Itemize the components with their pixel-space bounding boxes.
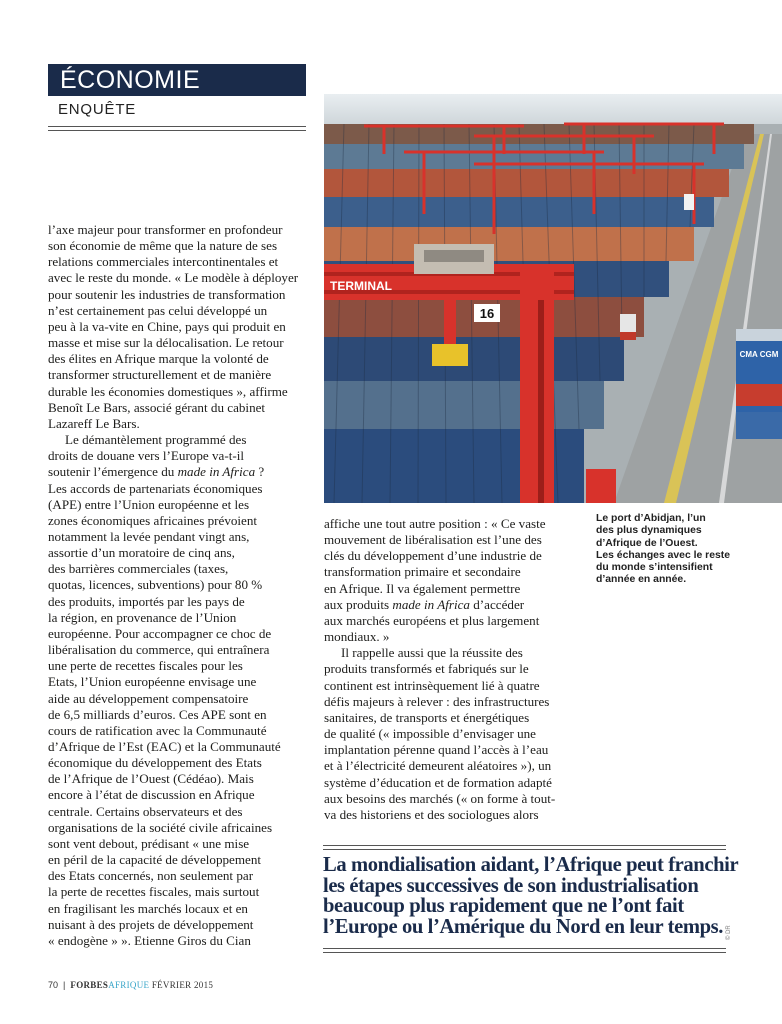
pullquote-line: l’Europe ou l’Amérique du Nord en leur temps. (323, 915, 723, 938)
container-text: CMA CGM (739, 350, 779, 359)
issue-date: FÉVRIER 2015 (151, 980, 214, 990)
text-line: Etats, l’Union européenne envisage une (48, 674, 257, 690)
text-line: quotas, licences, subventions) pour 80 % (48, 577, 263, 593)
text-line: implantation pérenne quand l’accès à l’eau (324, 742, 549, 758)
text-line: la perte de recettes fiscales, mais surtout (48, 884, 260, 900)
pullquote-rule (323, 948, 726, 949)
text-line: économique du développement des Etats (48, 755, 262, 771)
text-line: et à l’électricité demeurent aléatoires »), un (324, 758, 552, 774)
page-number: 70 (48, 980, 59, 990)
photo-credit: © DR (726, 925, 732, 940)
text-line: de 6,5 milliards d’euros. Ces APE sont en (48, 706, 267, 722)
paragraph (324, 516, 576, 645)
text-line: mouvement de libéralisation est l’une des (324, 532, 542, 548)
caption-line: d’Afrique de l’Ouest. (596, 537, 698, 549)
text-line: de qualité (« impossible d’envisager une (324, 726, 536, 742)
article-column-1 (48, 222, 306, 949)
text-line: avec le reste du monde. « Le modèle à déployer (48, 270, 299, 286)
text-line: produits transformés et fabriqués sur le (324, 661, 529, 677)
text-line: durable les économies domestiques », affirme (48, 383, 288, 399)
footer-separator: | (63, 980, 66, 990)
text-line: clés du développement d’une industrie de (324, 548, 542, 564)
text-line: organisations de la société civile africaines (48, 819, 273, 835)
pullquote-rule (323, 952, 726, 953)
text-line: aux besoins des marchés (« on forme à tout- (324, 790, 556, 806)
text-line: des Etats concernés, non seulement par (48, 868, 254, 884)
text-line: cours de ratification avec la Communauté (48, 722, 267, 738)
pullquote-line: les étapes successives de son industrialisation (323, 874, 699, 897)
text-line: son économie de même que la nature de ses (48, 238, 278, 254)
article-column-2 (324, 516, 576, 823)
text-line: aux marchés européens et plus largement (324, 612, 540, 628)
text-line: en fragilisant les marchés locaux et en (48, 900, 248, 916)
text-line: zones économiques africaines prévoient (48, 512, 258, 528)
text-line: centrale. Certains observateurs et des (48, 803, 243, 819)
text-line: Le démantèlement programmé des (65, 432, 247, 448)
text-line: Benoît Le Bars, associé gérant du cabinet (48, 399, 266, 415)
text-line: aide au développement compensatoire (48, 690, 249, 706)
text-line: une perte de recettes fiscales pour les (48, 658, 243, 674)
text-line: n’est certainement pas celui développé un (48, 302, 268, 318)
text-line: des barrières commerciales (taxes, (48, 561, 229, 577)
text-line: libéralisation du commerce, qui entraînera (48, 642, 270, 658)
text-line: l’axe majeur pour transformer en profondeur (48, 222, 283, 237)
caption-line: Les échanges avec le reste (596, 549, 731, 561)
text-line: la région, en provenance de l’Union (48, 609, 237, 625)
text-line: pour soutenir les industries de transformation (48, 286, 286, 302)
text-line: mondiaux. » (324, 629, 390, 645)
caption-line: du monde s’intensifient (596, 562, 713, 574)
text-line: des produits, importés par les pays de (48, 593, 245, 609)
text-line: sanitaires, de transports et énergétiques (324, 709, 530, 725)
text-line: masse et mise sur la délocalisation. Le retour (48, 335, 284, 351)
text-line: des élites en Afrique marque la volonté de (48, 351, 269, 367)
paragraph (48, 222, 306, 432)
text-line: notamment la levée pendant vingt ans, (48, 528, 250, 544)
paragraph (48, 432, 306, 949)
magazine-edition: AFRIQUE (108, 980, 150, 990)
text-line: transformer structurellement et de manière (48, 367, 272, 383)
text-line: Lazareff Le Bars. (48, 415, 140, 431)
pullquote-line: La mondialisation aidant, l’Afrique peut franchir (323, 854, 739, 876)
text-line: en Afrique. Il va également permettre (324, 580, 521, 596)
crane-number: 16 (479, 306, 495, 321)
text-line: européenne. Pour accompagner ce choc de (48, 625, 272, 641)
header-rule (48, 130, 306, 131)
section-title: ÉCONOMIE (60, 66, 201, 94)
text-line: (APE) entre l’Union européenne et les (48, 496, 250, 512)
pullquote-rule (323, 849, 726, 850)
text-line: « endogène » ». Etienne Giros du Cian (48, 932, 251, 948)
pullquote-line: beaucoup plus rapidement que ne l’ont fait (323, 895, 684, 917)
text-line: nuisant à des projets de développement (48, 916, 254, 932)
crane-label: TERMINAL (330, 279, 392, 293)
text-line: transformation primaire et secondaire (324, 564, 521, 580)
text-line: aux produits made in Africa d’accéder (324, 596, 525, 612)
port-photo (324, 94, 782, 503)
text-line: en péril de la capacité de développement (48, 852, 262, 868)
header-rule (48, 126, 306, 127)
photo-caption (596, 513, 736, 587)
text-line: sont vent debout, prédisant « une mise (48, 835, 250, 851)
magazine-name: FORBES (70, 980, 109, 990)
text-line: va des historiens et des sociologues alors (324, 806, 539, 822)
text-line: système d’éducation et de formation adapté (324, 774, 552, 790)
caption-line: des plus dynamiques (596, 525, 702, 537)
pullquote-rule (323, 845, 726, 846)
text-line: assortie d’un moratoire de cinq ans, (48, 545, 235, 561)
paragraph (324, 645, 576, 823)
pull-quote (323, 854, 739, 938)
text-line: soutenir l’émergence du made in Africa ? (48, 464, 265, 480)
text-line: relations commerciales intercontinentales et (48, 254, 279, 270)
text-line: continent est intrinsèquement lié à quatre (324, 677, 540, 693)
text-line: affiche une tout autre position : « Ce vaste (324, 516, 546, 531)
text-line: Il rappelle aussi que la réussite des (341, 645, 523, 661)
text-line: Les accords de partenariats économiques (48, 480, 263, 496)
subsection-title: ENQUÊTE (58, 101, 137, 118)
text-line: de l’Afrique de l’Ouest (Cédéao). Mais (48, 771, 254, 787)
caption-line: Le port d’Abidjan, l’un (596, 513, 706, 524)
text-line: encore à l’état de discussion en Afrique (48, 787, 255, 803)
caption-line: d’année en année. (596, 574, 687, 586)
text-line: droits de douane vers l’Europe va-t-il (48, 448, 244, 464)
page-footer (48, 980, 213, 990)
text-line: peu à la va-vite en Chine, pays qui produit en (48, 318, 286, 334)
text-line: défis majeurs à relever : des infrastructures (324, 693, 550, 709)
text-line: d’Afrique de l’Est (EAC) et la Communauté (48, 739, 281, 754)
